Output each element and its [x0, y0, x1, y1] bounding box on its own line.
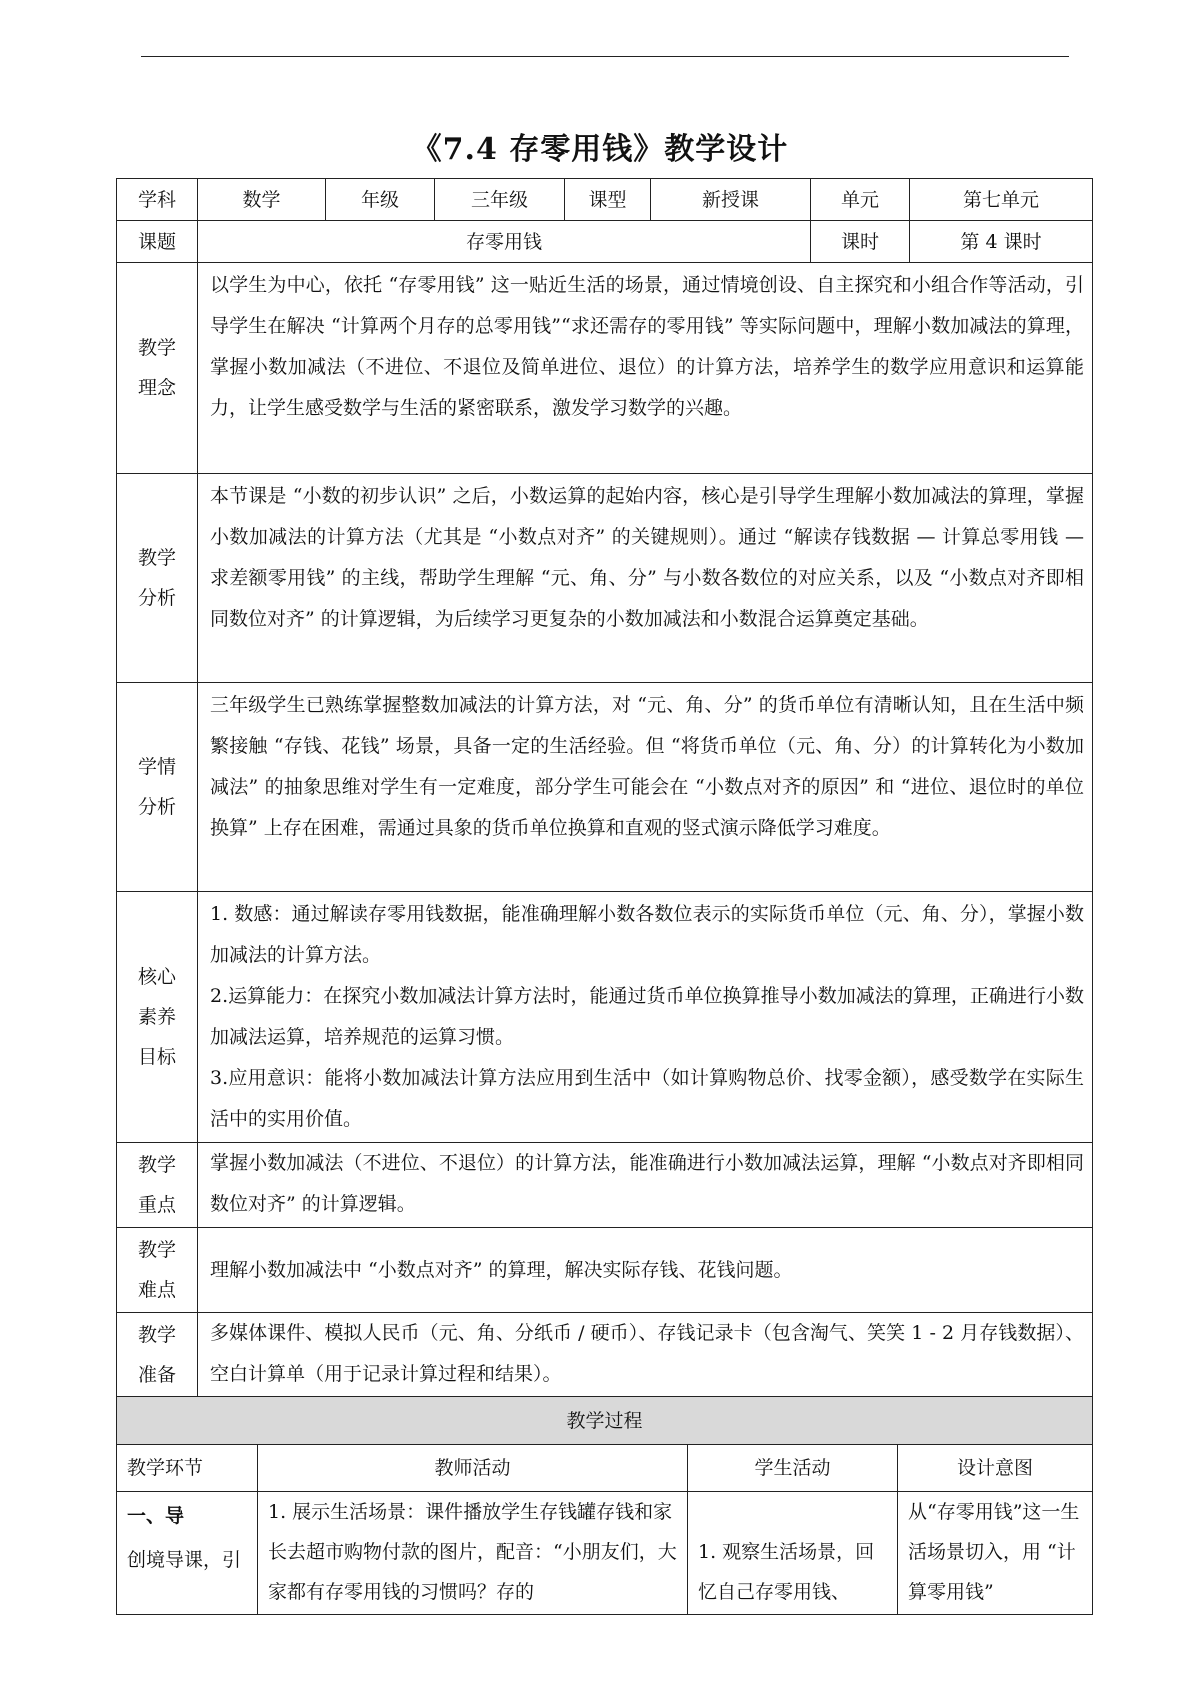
grade-label: 年级 [326, 179, 435, 221]
topic-value: 存零用钱 [198, 221, 811, 263]
section-label: 学情 分析 [117, 683, 198, 892]
header-teacher: 教师活动 [258, 1445, 688, 1492]
section-core-goals [117, 892, 1093, 1143]
grade-value: 三年级 [435, 179, 565, 221]
section-text: 以学生为中心，依托 “存零用钱” 这一贴近生活的场景，通过情境创设、自主探究和小组合作等活动，引导学生在解决 “计算两个月存的总零用钱”“求还需存的零用钱” 等实际问题中，理解小数加减法的算理，掌握小数加减法（不进位、不退位及简单进位、退位）的计算方法，培养学生的数学应用意识和运算能力，让学生感受数学与生活的紧密联系，激发学习数学的兴趣。 [198, 263, 1093, 474]
goal-item: 3.应用意识：能将小数加减法计算方法应用到生活中（如计算购物总价、找零金额），感受数学在实际生活中的实用价值。 [210, 1067, 1084, 1130]
section-label: 教学 难点 [117, 1228, 198, 1313]
process-heading: 教学过程 [117, 1397, 1093, 1445]
core-goals-list [198, 892, 1093, 1143]
goal-item: 2.运算能力：在探究小数加减法计算方法时，能通过货币单位换算推导小数加减法的算理，正确进行小数加减法运算，培养规范的运算习惯。 [210, 985, 1084, 1048]
section-label: 教学 准备 [117, 1313, 198, 1398]
section-text: 掌握小数加减法（不进位、不退位）的计算方法，能准确进行小数加减法运算，理解 “小数点对齐即相同数位对齐” 的计算逻辑。 [198, 1143, 1093, 1228]
header-student: 学生活动 [688, 1445, 898, 1492]
unit-label: 单元 [811, 179, 910, 221]
period-value: 第 4 课时 [910, 221, 1093, 263]
lesson-plan-table [116, 178, 1093, 1398]
teacher-activity: 1. 展示生活场景：课件播放学生存钱罐存钱和家长去超市购物付款的图片，配音：“小朋友们，大家都有存零用钱的习惯吗？存的 [258, 1492, 688, 1615]
design-intent: 从“存零用钱”这一生活场景切入，用 “计算零用钱” [898, 1492, 1093, 1615]
period-label: 课时 [811, 221, 910, 263]
process-row [117, 1492, 1093, 1615]
subject-value: 数学 [198, 179, 326, 221]
section-label: 教学 理念 [117, 263, 198, 474]
section-student-analysis [117, 683, 1093, 892]
header-intent: 设计意图 [898, 1445, 1093, 1492]
section-philosophy [117, 263, 1093, 474]
student-activity: 1. 观察生活场景，回忆自己存零用钱、 [688, 1492, 898, 1615]
info-row-2 [117, 221, 1093, 263]
section-difficulty [117, 1228, 1093, 1313]
section-label: 核心 素养 目标 [117, 892, 198, 1143]
type-label: 课型 [565, 179, 651, 221]
stage-title: 一、导 [127, 1505, 185, 1527]
type-value: 新授课 [651, 179, 811, 221]
section-text: 三年级学生已熟练掌握整数加减法的计算方法，对 “元、角、分” 的货币单位有清晰认知，且在生活中频繁接触 “存钱、花钱” 场景，具备一定的生活经验。但 “将货币单位（元、角、分）的计算转化为小数加减法” 的抽象思维对学生有一定难度，部分学生可能会在 “小数点对齐的原因” 和 “进位、退位时的单位换算” 上存在困难，需通过具象的货币单位换算和直观的竖式演示降低学习难度。 [198, 683, 1093, 892]
topic-label: 课题 [117, 221, 198, 263]
unit-value: 第七单元 [910, 179, 1093, 221]
info-row-1 [117, 179, 1093, 221]
section-text: 多媒体课件、模拟人民币（元、角、分纸币 / 硬币）、存钱记录卡（包含淘气、笑笑 1 - 2 月存钱数据）、空白计算单（用于记录计算过程和结果）。 [198, 1313, 1093, 1398]
subject-label: 学科 [117, 179, 198, 221]
process-header-row [117, 1445, 1093, 1492]
section-analysis [117, 474, 1093, 683]
stage-cell [117, 1492, 258, 1615]
section-preparation [117, 1313, 1093, 1398]
section-text: 本节课是 “小数的初步认识” 之后，小数运算的起始内容，核心是引导学生理解小数加减法的算理，掌握小数加减法的计算方法（尤其是 “小数点对齐” 的关键规则）。通过 “解读存钱数据 — 计算总零用钱 — 求差额零用钱” 的主线，帮助学生理解 “元、角、分” 与小数各数位的对应关系，以及 “小数点对齐即相同数位对齐” 的计算逻辑，为后续学习更复杂的小数加减法和小数混合运算奠定基础。 [198, 474, 1093, 683]
header-stage: 教学环节 [117, 1445, 258, 1492]
section-text: 理解小数加减法中 “小数点对齐” 的算理，解决实际存钱、花钱问题。 [198, 1228, 1093, 1313]
goal-item: 1. 数感：通过解读存零用钱数据，能准确理解小数各数位表示的实际货币单位（元、角、分），掌握小数加减法的计算方法。 [210, 903, 1084, 966]
header-rule [141, 56, 1069, 57]
page-title: 《7.4 存零用钱》教学设计 [411, 132, 789, 167]
section-label: 教学 分析 [117, 474, 198, 683]
teaching-process-table [116, 1396, 1093, 1615]
section-label: 教学 重点 [117, 1143, 198, 1228]
section-key-points [117, 1143, 1093, 1228]
stage-text: 创境导课，引 [127, 1549, 242, 1571]
